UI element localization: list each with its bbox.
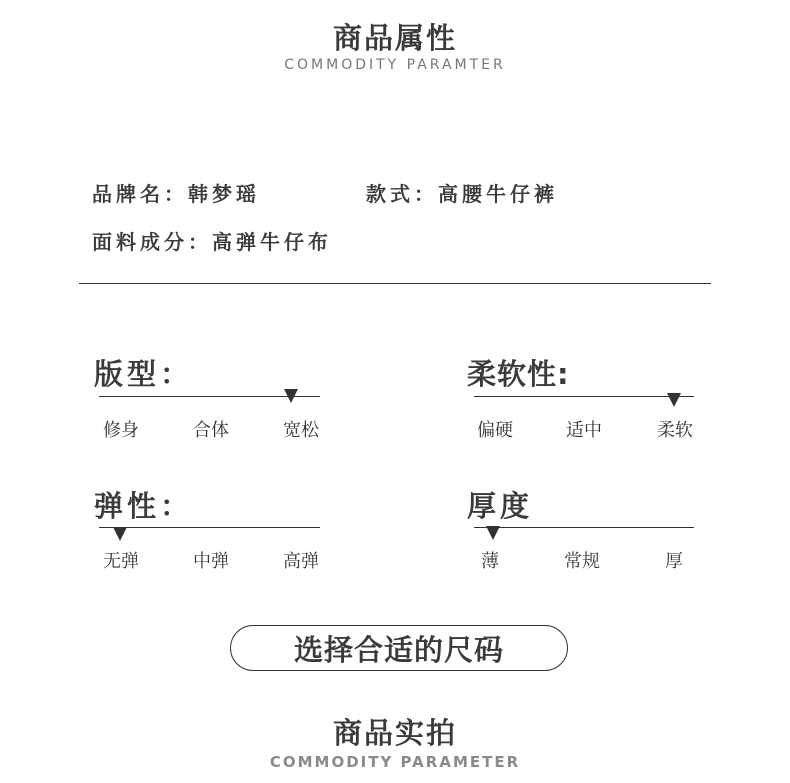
section-title-photos: 商品实拍 [332,716,457,750]
attribute-fit-marker-icon [284,389,298,403]
fabric-info: 面料成分：高弹牛仔布 [92,230,332,254]
attribute-elasticity-option: 高弹 [283,551,319,572]
attribute-fit-option: 合体 [193,420,229,441]
style-info: 款式：高腰牛仔裤 [366,182,558,206]
attribute-softness-option: 柔软 [657,420,693,441]
brand-info: 品牌名：韩梦瑶 [92,182,260,206]
choose-size-button[interactable]: 选择合适的尺码 [230,625,568,671]
attribute-thickness-option: 常规 [564,551,600,572]
attribute-softness-option: 适中 [566,420,602,441]
attribute-elasticity-option: 中弹 [193,551,229,572]
section-title-attributes: 商品属性 [332,21,457,55]
attribute-thickness-title: 厚度 [467,489,534,523]
attribute-softness-option: 偏硬 [477,420,513,441]
section-subtitle-attributes: COMMODITY PARAMTER [284,57,506,73]
attribute-thickness-scale [474,527,694,528]
attribute-elasticity-scale [99,527,320,528]
attribute-fit-option: 修身 [103,420,139,441]
attribute-fit-title: 版型： [94,357,194,391]
attribute-elasticity-marker-icon [113,527,127,541]
attribute-elasticity-title: 弹性： [94,489,194,523]
section-subtitle-photos: COMMODITY PARAMETER [269,753,521,771]
attribute-softness-marker-icon [667,393,681,407]
divider [79,283,711,284]
attribute-elasticity-option: 无弹 [103,551,139,572]
attribute-thickness-option: 薄 [481,551,499,572]
attribute-thickness-marker-icon [486,526,500,540]
attribute-thickness-option: 厚 [665,551,683,572]
attribute-softness-title: 柔软性: [467,357,570,391]
attribute-softness-scale [474,396,694,397]
attribute-fit-option: 宽松 [283,420,319,441]
